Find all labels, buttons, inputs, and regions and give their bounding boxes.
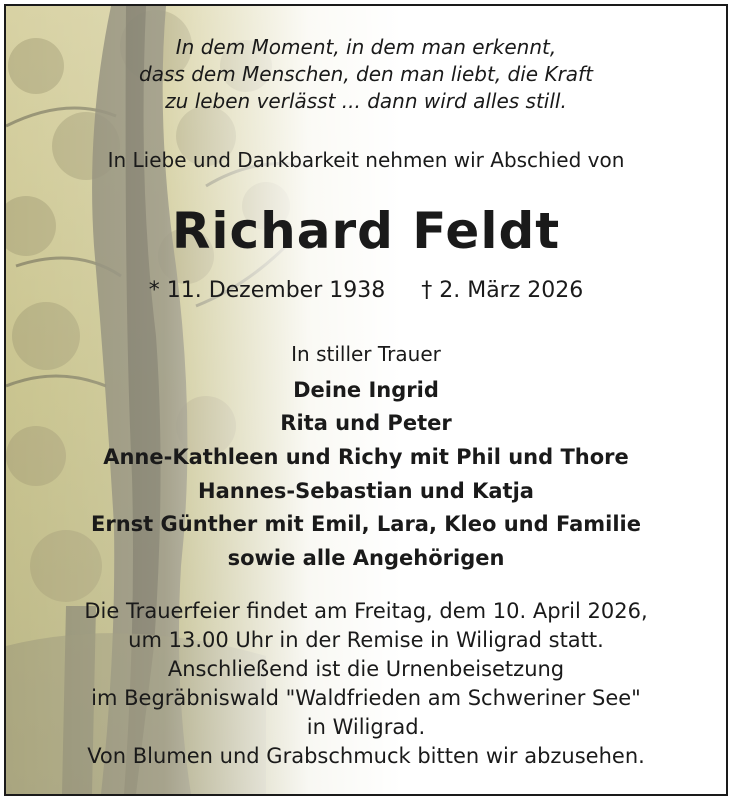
funeral-info-line: im Begräbniswald "Waldfrieden am Schweriner See" <box>91 686 641 710</box>
funeral-info-line: Von Blumen und Grabschmuck bitten wir abzusehen. <box>87 744 645 768</box>
funeral-info-line: in Wiligrad. <box>306 715 426 739</box>
quote-line-1: In dem Moment, in dem man erkennt, <box>175 35 557 59</box>
death-date: † 2. März 2026 <box>421 278 584 303</box>
birth-date: * 11. Dezember 1938 <box>148 278 386 303</box>
deceased-name: Richard Feldt <box>171 202 561 260</box>
mourning-heading: In stiller Trauer <box>291 342 441 366</box>
obituary-notice <box>4 4 728 796</box>
life-dates <box>6 278 726 303</box>
mourner-line: Rita und Peter <box>280 411 452 435</box>
notice-content <box>6 6 726 794</box>
mourner-line: sowie alle Angehörigen <box>227 546 505 570</box>
intro-text: In Liebe und Dankbarkeit nehmen wir Abschied von <box>107 148 625 172</box>
funeral-info-line: Die Trauerfeier findet am Freitag, dem 10. April 2026, <box>84 599 648 623</box>
mourner-line: Deine Ingrid <box>293 378 439 402</box>
funeral-info-line: um 13.00 Uhr in der Remise in Wiligrad statt. <box>128 628 604 652</box>
quote-line-2: dass dem Menschen, den man liebt, die Kraft <box>139 62 593 86</box>
mourner-line: Ernst Günther mit Emil, Lara, Kleo und Familie <box>91 512 641 536</box>
mourner-line: Hannes-Sebastian und Katja <box>198 479 534 503</box>
quote-line-3: zu leben verlässt ... dann wird alles still. <box>165 89 567 113</box>
funeral-info-line: Anschließend ist die Urnenbeisetzung <box>167 657 565 681</box>
mourner-line: Anne-Kathleen und Richy mit Phil und Thore <box>103 445 629 469</box>
